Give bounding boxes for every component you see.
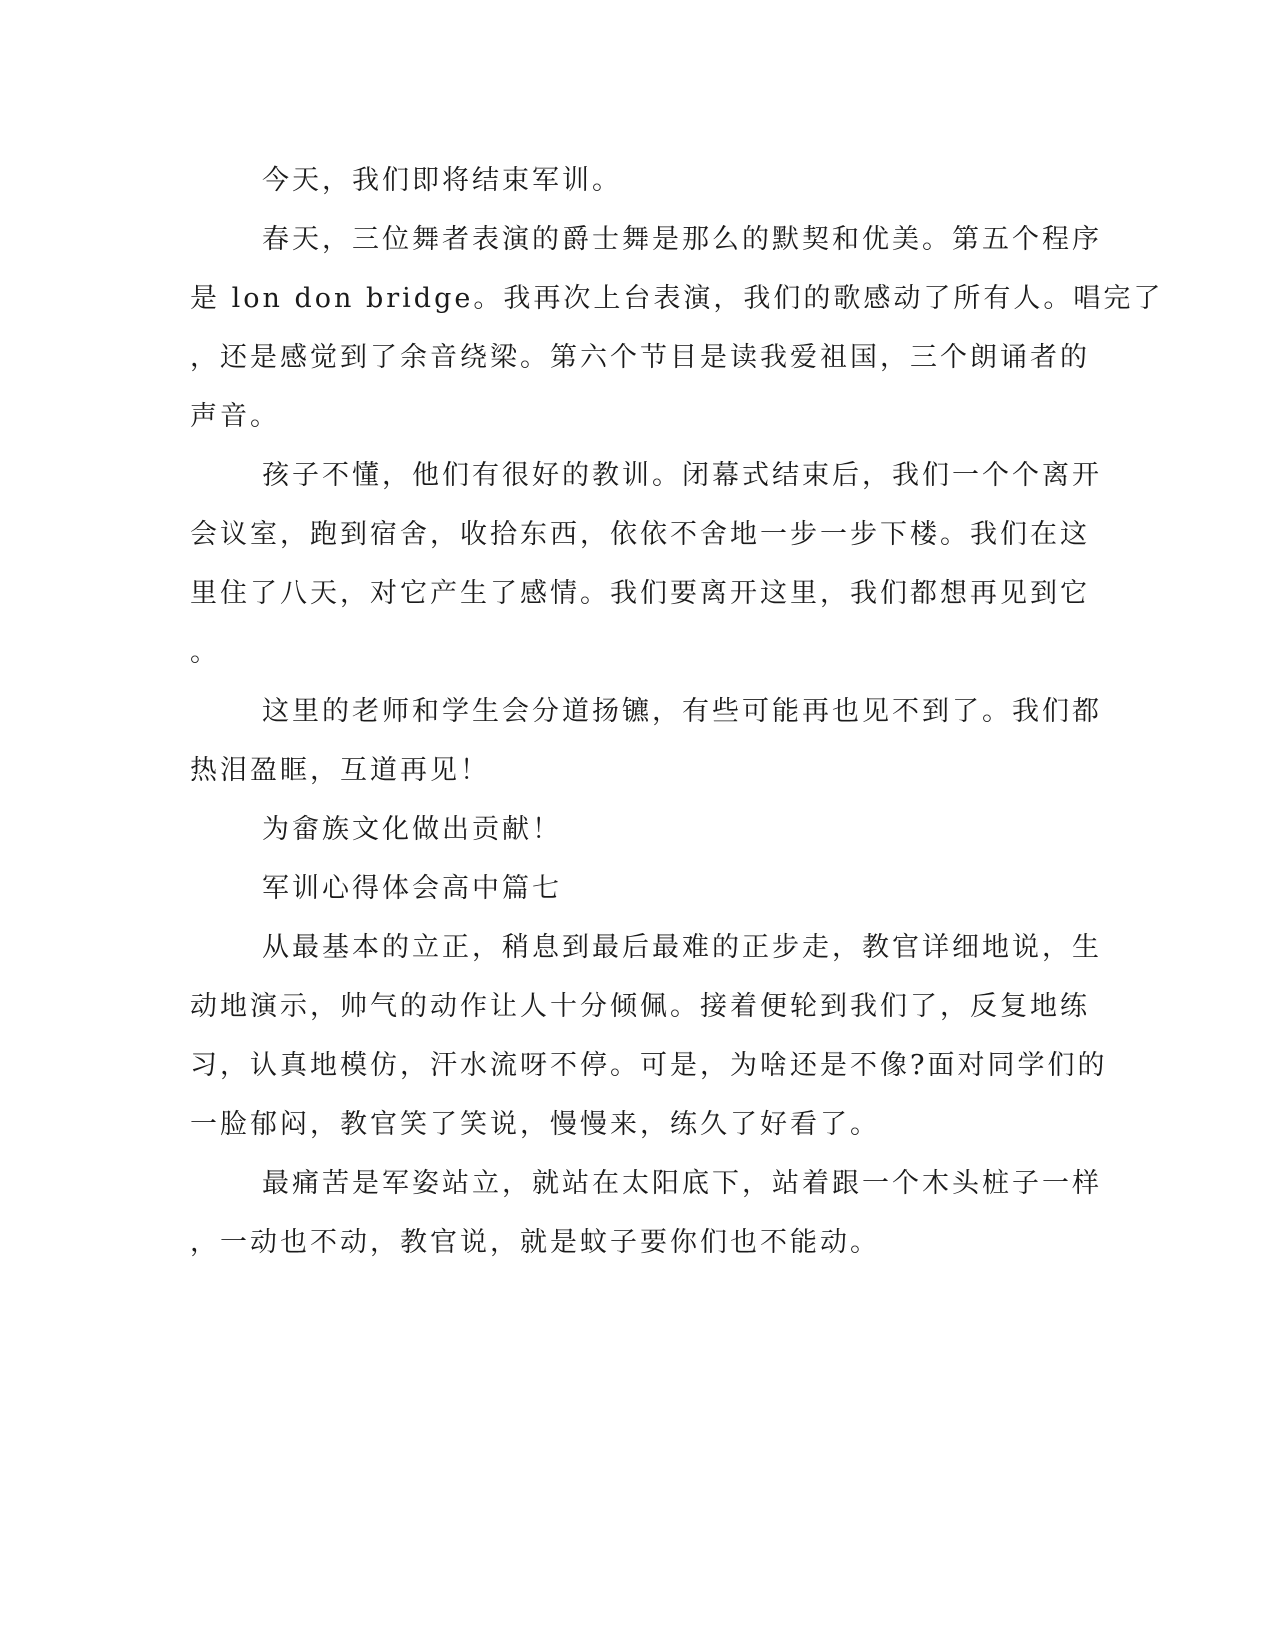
paragraph-line: 。 [190,637,220,668]
paragraph-line: 声音。 [190,401,280,432]
paragraph-line: 会议室，跑到宿舍，收拾东西，依依不舍地一步一步下楼。我们在这 [190,519,1090,550]
paragraph-line: ，还是感觉到了余音绕梁。第六个节目是读我爱祖国，三个朗诵者的 [190,342,1090,373]
paragraph-line: 热泪盈眶，互道再见！ [190,755,490,786]
paragraph-line: 从最基本的立正，稍息到最后最难的正步走，教官详细地说，生 [262,932,1102,963]
section-heading: 军训心得体会高中篇七 [262,873,562,904]
paragraph-line: 里住了八天，对它产生了感情。我们要离开这里，我们都想再见到它 [190,578,1090,609]
paragraph-line: 是 lon don bridge。我再次上台表演，我们的歌感动了所有人。唱完了 [190,283,1164,314]
paragraph-line: ，一动也不动，教官说，就是蚊子要你们也不能动。 [190,1227,880,1258]
paragraph-line: 春天，三位舞者表演的爵士舞是那么的默契和优美。第五个程序 [262,224,1102,255]
paragraph-line: 为畲族文化做出贡献！ [262,814,562,845]
paragraph-line: 一脸郁闷，教官笑了笑说，慢慢来，练久了好看了。 [190,1109,880,1140]
paragraph-line: 动地演示，帅气的动作让人十分倾佩。接着便轮到我们了，反复地练 [190,991,1090,1022]
paragraph-line: 习，认真地模仿，汗水流呀不停。可是，为啥还是不像?面对同学们的 [190,1050,1108,1081]
paragraph-line: 孩子不懂，他们有很好的教训。闭幕式结束后，我们一个个离开 [262,460,1102,491]
paragraph-line: 今天，我们即将结束军训。 [262,165,622,196]
paragraph-line: 最痛苦是军姿站立，就站在太阳底下，站着跟一个木头桩子一样 [262,1168,1102,1199]
paragraph-line: 这里的老师和学生会分道扬镳，有些可能再也见不到了。我们都 [262,696,1102,727]
